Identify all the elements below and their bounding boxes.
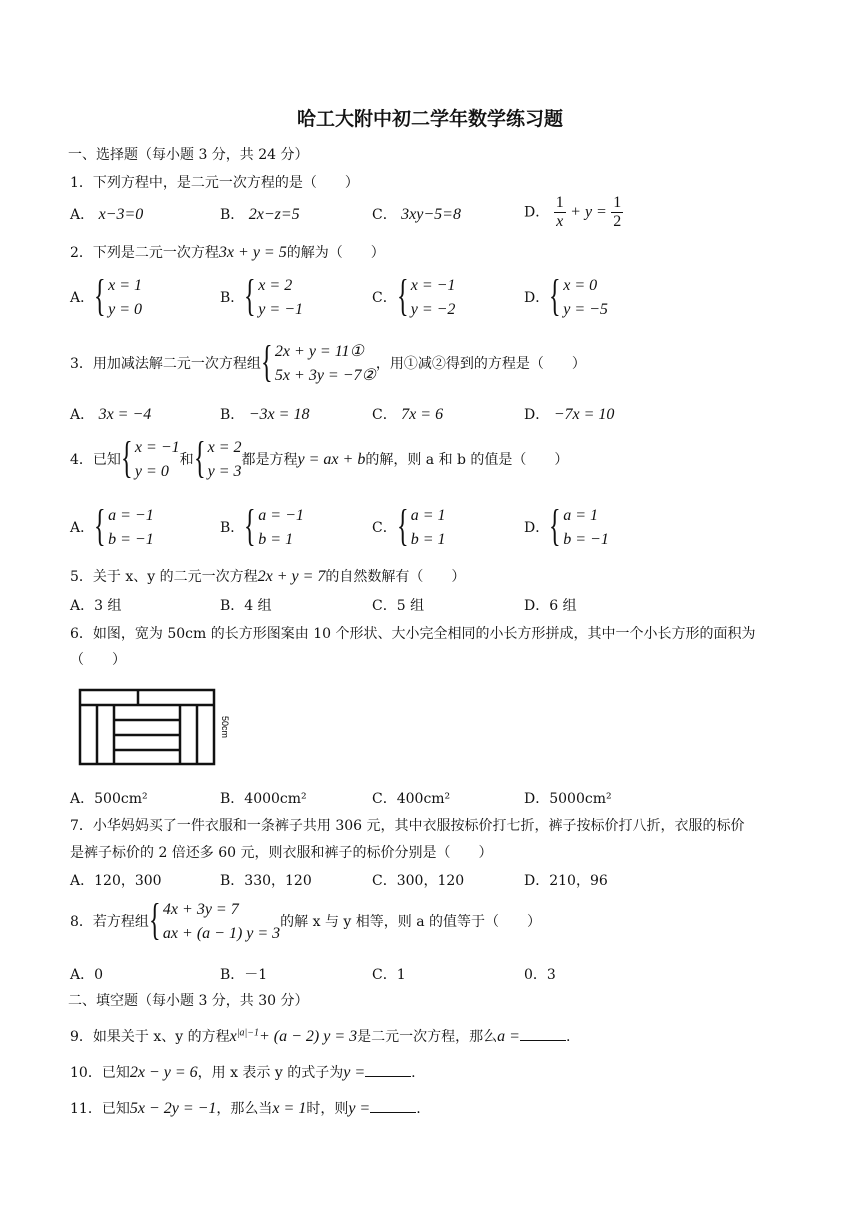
- answer-blank[interactable]: [365, 1062, 411, 1077]
- q6-stem-line1: 6．如图，宽为 50cm 的长方形图案由 10 个形状、大小完全相同的小长方形拼成，其中一个小长方形的面积为: [70, 626, 756, 642]
- q4-option-c: C． { a = 1 b = 1: [372, 501, 446, 550]
- q6-option-c: C．400cm²: [372, 791, 451, 807]
- q2-option-d: D． { x = 0 y = −5: [524, 271, 608, 320]
- q1-option-d: D． $\frac{1}{x}$ + y = $\frac{1}{2}$: [524, 194, 622, 230]
- q1-stem: 1．下列方程中，是二元一次方程的是（ ）: [70, 175, 359, 191]
- q5-option-d: D．6 组: [524, 598, 577, 614]
- page-title: 哈工大附中初二学年数学练习题: [296, 108, 563, 130]
- q5-option-a: A．3 组: [70, 598, 122, 614]
- q4-option-b: B． { a = −1 b = 1: [220, 501, 304, 550]
- answer-blank[interactable]: [370, 1098, 416, 1113]
- section-choice-heading: 一、选择题（每小题 3 分，共 24 分）: [68, 147, 309, 163]
- q4-stem: 4．已知 { x = −1 y = 0 和 { x = 2 y = 3 都是方程y = ax + b的解，则 a 和 b 的值是（ ）: [70, 433, 569, 482]
- q8-option-c: C．1: [372, 967, 406, 983]
- q5-option-c: C．5 组: [372, 598, 425, 614]
- section-fill-heading: 二、填空题（每小题 3 分，共 30 分）: [68, 993, 309, 1009]
- q2-option-b: B． { x = 2 y = −1: [220, 271, 303, 320]
- q3-stem: 3．用加减法解二元一次方程组 { 2x + y = 11① 5x + 3y = −7② ，用①减②得到的方程是（ ）: [70, 337, 586, 386]
- q7-option-b: B．330，120: [220, 873, 312, 889]
- fraction: $\frac{1}{x}$: [555, 194, 564, 230]
- q9-stem: 9．如果关于 x、y 的方程$x^{|a|-1}+ (a - 2) y = 3$是二元一次方程，那么a = .: [70, 1027, 571, 1045]
- q10-stem: 10．已知2x − y = 6，用 x 表示 y 的式子为y = .: [70, 1064, 416, 1081]
- q3-option-c: C． 7x = 6: [372, 406, 444, 423]
- q7-stem-line2: 是裤子标价的 2 倍还多 60 元，则衣服和裤子的标价分别是（ ）: [70, 845, 493, 861]
- q7-option-d: D．210，96: [524, 873, 608, 889]
- q4-option-a: A． { a = −1 b = −1: [70, 501, 154, 550]
- q2-option-c: C． { x = −1 y = −2: [372, 271, 456, 320]
- q7-option-c: C．300，120: [372, 873, 465, 889]
- q8-option-b: B．－1: [220, 967, 268, 983]
- q3-option-a: A． 3x = −4: [70, 406, 152, 423]
- q7-option-a: A．120，300: [70, 873, 162, 889]
- q6-stem-line2: （ ）: [70, 652, 126, 668]
- q1-option-b: B． 2x−z=5: [220, 206, 300, 223]
- q3-option-d: D． −7x = 10: [524, 406, 615, 423]
- q5-option-b: B．4 组: [220, 598, 272, 614]
- q6-option-d: D．5000cm²: [524, 791, 612, 807]
- q2-stem: 2．下列是二元一次方程3x + y = 5的解为（ ）: [70, 244, 385, 261]
- fraction: $\frac{1}{2}$: [613, 194, 622, 230]
- q6-option-a: A．500cm²: [70, 791, 148, 807]
- q4-option-d: D． { a = 1 b = −1: [524, 501, 609, 550]
- q6-option-b: B．4000cm²: [220, 791, 307, 807]
- q1-option-c: C． 3xy−5=8: [372, 206, 461, 223]
- q8-option-a: A．0: [70, 967, 104, 983]
- q2-option-a: A． { x = 1 y = 0: [70, 271, 143, 320]
- q11-stem: 11．已知5x − 2y = −1，那么当x = 1时，则y = .: [70, 1100, 421, 1117]
- q3-option-b: B． −3x = 18: [220, 406, 310, 423]
- q7-stem-line1: 7．小华妈妈买了一件衣服和一条裤子共用 306 元，其中衣服按标价打七折，裤子按标价打八折，衣服的标价: [70, 818, 745, 834]
- q8-stem: 8．若方程组 { 4x + 3y = 7 ax + (a − 1) y = 3 的解 x 与 y 相等，则 a 的值等于（ ）: [70, 895, 542, 944]
- q1-option-a: A． x−3=0: [70, 206, 144, 223]
- q5-stem: 5．关于 x、y 的二元一次方程2x + y = 7的自然数解有（ ）: [70, 568, 466, 585]
- answer-blank[interactable]: [520, 1026, 566, 1041]
- q6-rectangle-figure: [76, 686, 230, 768]
- q8-option-d: 0．3: [524, 967, 556, 983]
- q6-figure-label: 50cm: [220, 715, 230, 739]
